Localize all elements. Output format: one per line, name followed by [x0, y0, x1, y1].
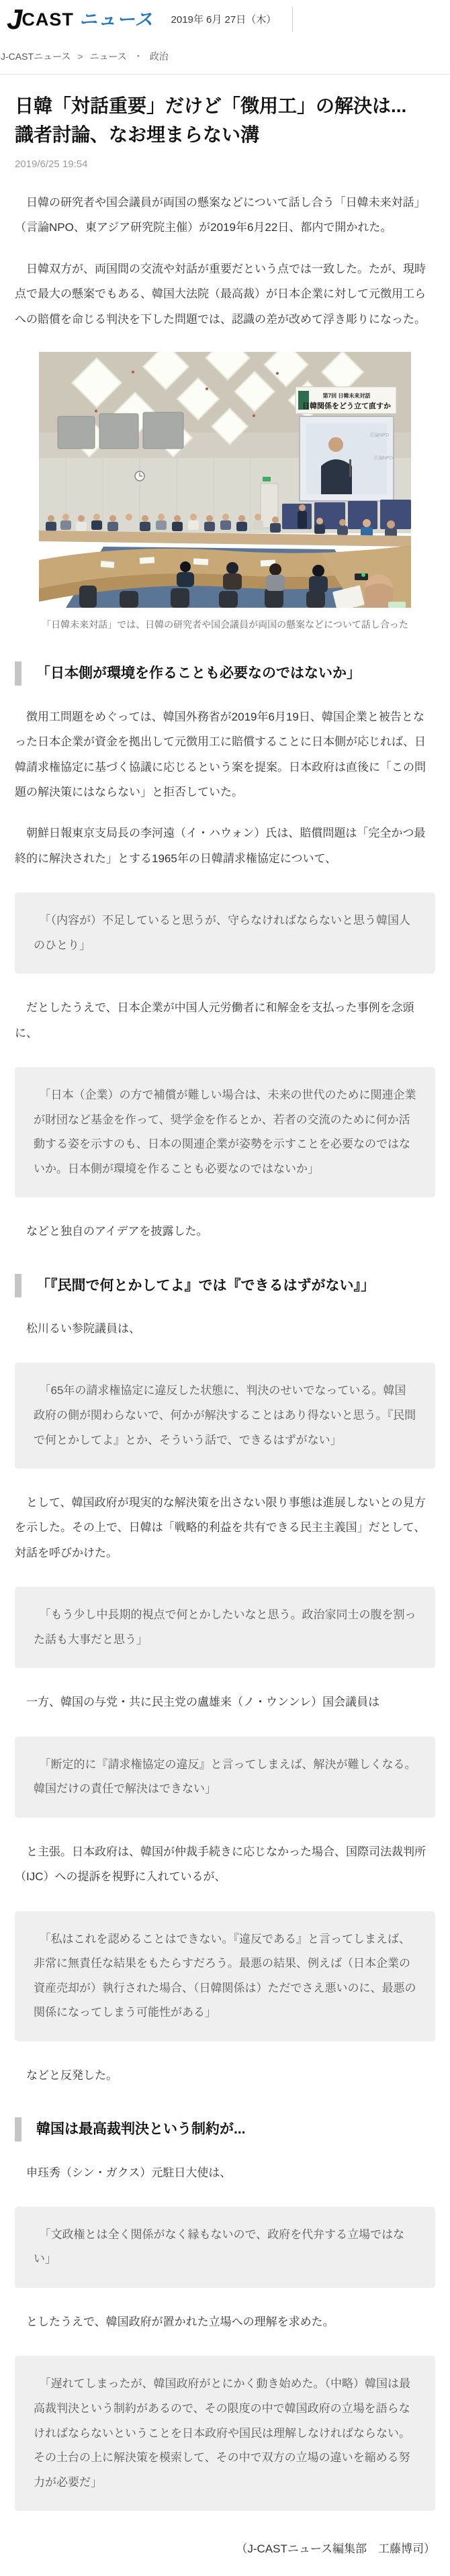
breadcrumb [0, 40, 450, 75]
article-body [0, 92, 450, 2556]
quote-block: 「断定的に『請求権協定の違反』と言ってしまえば、解決が難しくなる。韓国だけの責任で解決はできない」 [15, 1737, 435, 1818]
quote-block: 「（内容が）不足していると思うが、守らなければならないと思う韓国人のひとり」 [15, 892, 435, 974]
publish-timestamp: 2019/6/25 19:54 [15, 158, 88, 171]
paragraph: としたうえで、韓国政府が置かれた立場への理解を求めた。 [26, 2315, 334, 2329]
svg-text:言論NPO: 言論NPO [373, 456, 394, 461]
conference-photo-illustration [39, 352, 411, 608]
banner-line1: 第7回 日韓未来対話 [322, 393, 371, 400]
site-header [0, 0, 450, 40]
page-title: 日韓「対話重要」だけど「徴用工」の解決は... 識者討論、なお埋まらない溝 [15, 95, 426, 145]
section-heading: 「『民間で何とかしてよ』では『できるはずがない』」 [15, 1274, 435, 1297]
exit-sign [263, 477, 271, 481]
paragraph: だとしたうえで、日本企業が中国人元労働者に和解金を支払った事例を念頭に、 [15, 1001, 414, 1040]
logo-news-text: ニュース [79, 9, 154, 30]
section-heading: 韓国は最高裁判決という制約が... [15, 2117, 435, 2141]
banner-line2: 日韓関係をどう立て直すか [302, 402, 391, 411]
paragraph: 日韓双方が、両国間の交流や対話が重要だという点では一致した。たが、現時点で最大の懸案でもある、韓国大法院（最高裁）が日本企業に対して元徴用工らへの賠償を命じる判決を下した問題では、認識の差が改めて浮き彫りになった。 [15, 262, 426, 326]
paragraph: 徴用工問題をめぐっては、韓国外務省が2019年6月19日、韓国企業と被告となった日本企業が資金を拠出して元徴用工に賠償することに日本側が応じれば、日韓請求権協定に基づく協議に応じるという案を提案。日本政府は直後に「この問題の解決策にはならない」と拒否していた。 [15, 710, 426, 798]
breadcrumb-separator: ・ [133, 51, 143, 62]
photo-caption: 「日韓未来対話」では、日韓の研究者や国会議員が両国の懸案などについて話し合った [42, 619, 408, 631]
paragraph: 申珏秀（シン・ガクス）元駐日大使は、 [26, 2166, 232, 2179]
projection-screen [300, 416, 394, 501]
paragraph: として、韓国政府が現実的な解決策を出さない限り事態は進展しないとの見方を示した。その上で、日韓は「戦略的利益を共有できる民主主義国」だとして、対話を呼びかけた。 [15, 1496, 426, 1559]
quote-block: 「私はこれを認めることはできない。『違反である』と言ってしまえば、非常に無責任な結果をもたらすだろう。最悪の結果、例えば（日本企業の資産売却が）執行された場合、（日韓関係は）ただでさえ悪いのに、最悪の関係になってしまう可能性がある」 [15, 1911, 435, 2041]
author-credit: （J-CASTニュース編集部 工藤博司） [236, 2542, 435, 2556]
quote-block: 「文政権とは全く関係がなく縁もないので、政府を代弁する立場ではない」 [15, 2207, 435, 2288]
breadcrumb-home-link[interactable]: J-CASTニュース [1, 51, 71, 62]
svg-text:言論NPO: 言論NPO [369, 433, 390, 439]
quote-block: 「65年の請求権協定に違反した状態に、判決のせいでなっている。韓国政府の側が関わらないで、何かが解決することはあり得ないと思う。『民間で何とかしてよ』とか、そういう話で、できるはずがない」 [15, 1363, 435, 1469]
breadcrumb-separator: > [77, 51, 83, 62]
window-band [58, 412, 183, 449]
quote-block: 「遅れてしまったが、韓国政府がとにかく動き始めた。（中略）韓国は最高裁判決という制約があるので、その限度の中で韓国政府の立場を語らなければならないということを日本政府や国民は理解しなければならない。その土台の上に解決策を模索して、その中で双方の立場の違いを縮める努力が必要だ」 [15, 2356, 435, 2511]
paragraph: 朝鮮日報東京支局長の李河遠（イ・ハウォン）氏は、賠償問題は「完全かつ最終的に解決された」とする1965年の日韓請求権協定について、 [15, 827, 426, 865]
jcast-logo[interactable] [7, 3, 154, 35]
header-date: 2019年 6月 27日（木） [171, 13, 277, 26]
breadcrumb-category-link[interactable]: 政治 [149, 51, 169, 62]
conference-photo [39, 352, 411, 632]
microphone [355, 573, 368, 580]
section-heading: 「日本側が環境を作ることも必要なのではないか」 [15, 661, 435, 685]
quote-block: 「もう少し中長期的視点で何とかしたいなと思う。政治家同士の腹を割った話も大事だと思う」 [15, 1587, 435, 1668]
logo-j-glyph: J [7, 3, 21, 35]
paragraph: 一方、韓国の与党・共に民主党の盧雄来（ノ・ウンンレ）国会議員は [26, 1696, 380, 1709]
paragraph: などと独自のアイデアを披露した。 [26, 1225, 208, 1238]
paragraph: 日韓の研究者や国会議員が両国の懸案などについて話し合う「日韓未来対話」（言論NPO、東アジア研究院主催）が2019年6月22日、都内で開かれた。 [15, 196, 426, 234]
breadcrumb-news-link[interactable]: ニュース [89, 51, 127, 62]
wall-clock [135, 471, 144, 481]
paragraph: などと反発した。 [26, 2068, 118, 2082]
quote-block: 「日本（企業）の方で補償が難しい場合は、未来の世代のために関連企業が財団など基金を作って、奨学金を作るとか、若者の交流のために何か活動する姿を示すのも、日本の関連企業が姿勢を示すことを必要なのではないか。日本側が環境を作ることも必要なのではないか」 [15, 1067, 435, 1197]
header-divider [292, 7, 293, 32]
paragraph: と主張。日本政府は、韓国が仲裁手続きに応じなかった場合、国際司法裁判所（IJC）への提訴を視野に入れているが、 [15, 1845, 426, 1884]
logo-cast-text: CAST [21, 9, 74, 30]
session-banner [296, 387, 396, 414]
paragraph: 松川るい参院議員は、 [26, 1322, 140, 1336]
